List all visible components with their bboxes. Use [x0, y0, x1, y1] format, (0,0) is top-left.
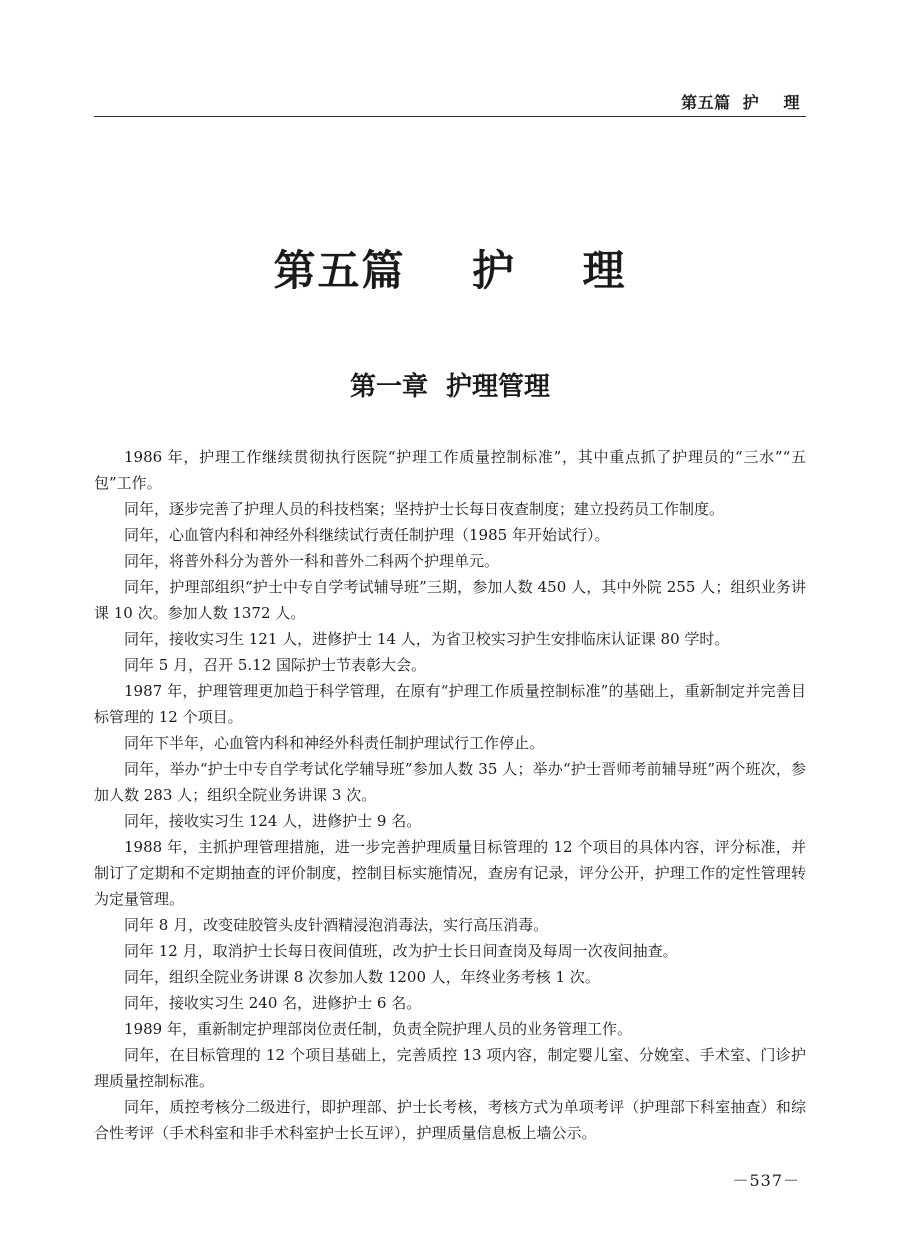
paragraph: 1989 年，重新制定护理部岗位责任制，负责全院护理人员的业务管理工作。: [124, 1020, 632, 1038]
running-header: 第五篇 护 理: [681, 93, 800, 112]
paragraph: 同年，逐步完善了护理人员的科技档案；坚持护士长每日夜查制度；建立投药员工作制度。: [124, 500, 725, 518]
paragraph: 同年下半年，心血管内科和神经外科责任制护理试行工作停止。: [124, 734, 545, 752]
paragraph: 同年，组织全院业务讲课 8 次参加人数 1200 人，年终业务考核 1 次。: [124, 968, 600, 986]
paragraph: 同年，接收实习生 240 名，进修护士 6 名。: [124, 994, 422, 1012]
paragraph: 同年，接收实习生 124 人，进修护士 9 名。: [124, 812, 422, 830]
paragraph: 同年，将普外科分为普外一科和普外二科两个护理单元。: [124, 552, 500, 570]
paragraph: 同年，护理部组织“护士中专自学考试辅导班”三期，参加人数 450 人，其中外院 255 人；组织业务讲课 10 次。参加人数 1372 人。: [94, 578, 806, 622]
paragraph: 1987 年，护理管理更加趋于科学管理，在原有“护理工作质量控制标准”的基础上，重新制定并完善目标管理的 12 个项目。: [94, 682, 806, 726]
page-number: －537－: [732, 1171, 800, 1190]
paragraph: 1986 年，护理工作继续贯彻执行医院“护理工作质量控制标准”，其中重点抓了护理员的“三水”“五包”工作。: [94, 448, 806, 492]
body-text: [94, 444, 806, 1146]
paragraph: 同年 5 月，召开 5.12 国际护士节表彰大会。: [124, 656, 427, 674]
paragraph: 同年 12 月，取消护士长每日夜间值班，改为护士长日间查岗及每周一次夜间抽查。: [124, 942, 678, 960]
paragraph: 同年，心血管内科和神经外科继续试行责任制护理（1985 年开始试行）。: [124, 526, 610, 544]
paragraph: 同年，接收实习生 121 人，进修护士 14 人，为省卫校实习护生安排临床认证课 80 学时。: [124, 630, 730, 648]
part-title: 第五篇 护 理: [273, 246, 627, 295]
paragraph: 同年，质控考核分二级进行，即护理部、护士长考核，考核方式为单项考评（护理部下科室抽查）和综合性考评（手术科室和非手术科室护士长互评），护理质量信息板上墙公示。: [94, 1098, 806, 1142]
chapter-title: 第一章 护理管理: [349, 372, 551, 402]
header-rule: [94, 116, 806, 117]
paragraph: 同年 8 月，改变硅胶管头皮针酒精浸泡消毒法，实行高压消毒。: [124, 916, 549, 934]
paragraph: 同年，在目标管理的 12 个项目基础上，完善质控 13 项内容，制定婴儿室、分娩室、手术室、门诊护理质量控制标准。: [94, 1046, 806, 1090]
paragraph: 同年，举办“护士中专自学考试化学辅导班”参加人数 35 人；举办“护士晋师考前辅导班”两个班次，参加人数 283 人；组织全院业务讲课 3 次。: [94, 760, 806, 804]
paragraph: 1988 年，主抓护理管理措施，进一步完善护理质量目标管理的 12 个项目的具体内容，评分标准，并制订了定期和不定期抽查的评价制度，控制目标实施情况，查房有记录，评分公开，护理工作的定性管理转为定量管理。: [94, 838, 806, 908]
